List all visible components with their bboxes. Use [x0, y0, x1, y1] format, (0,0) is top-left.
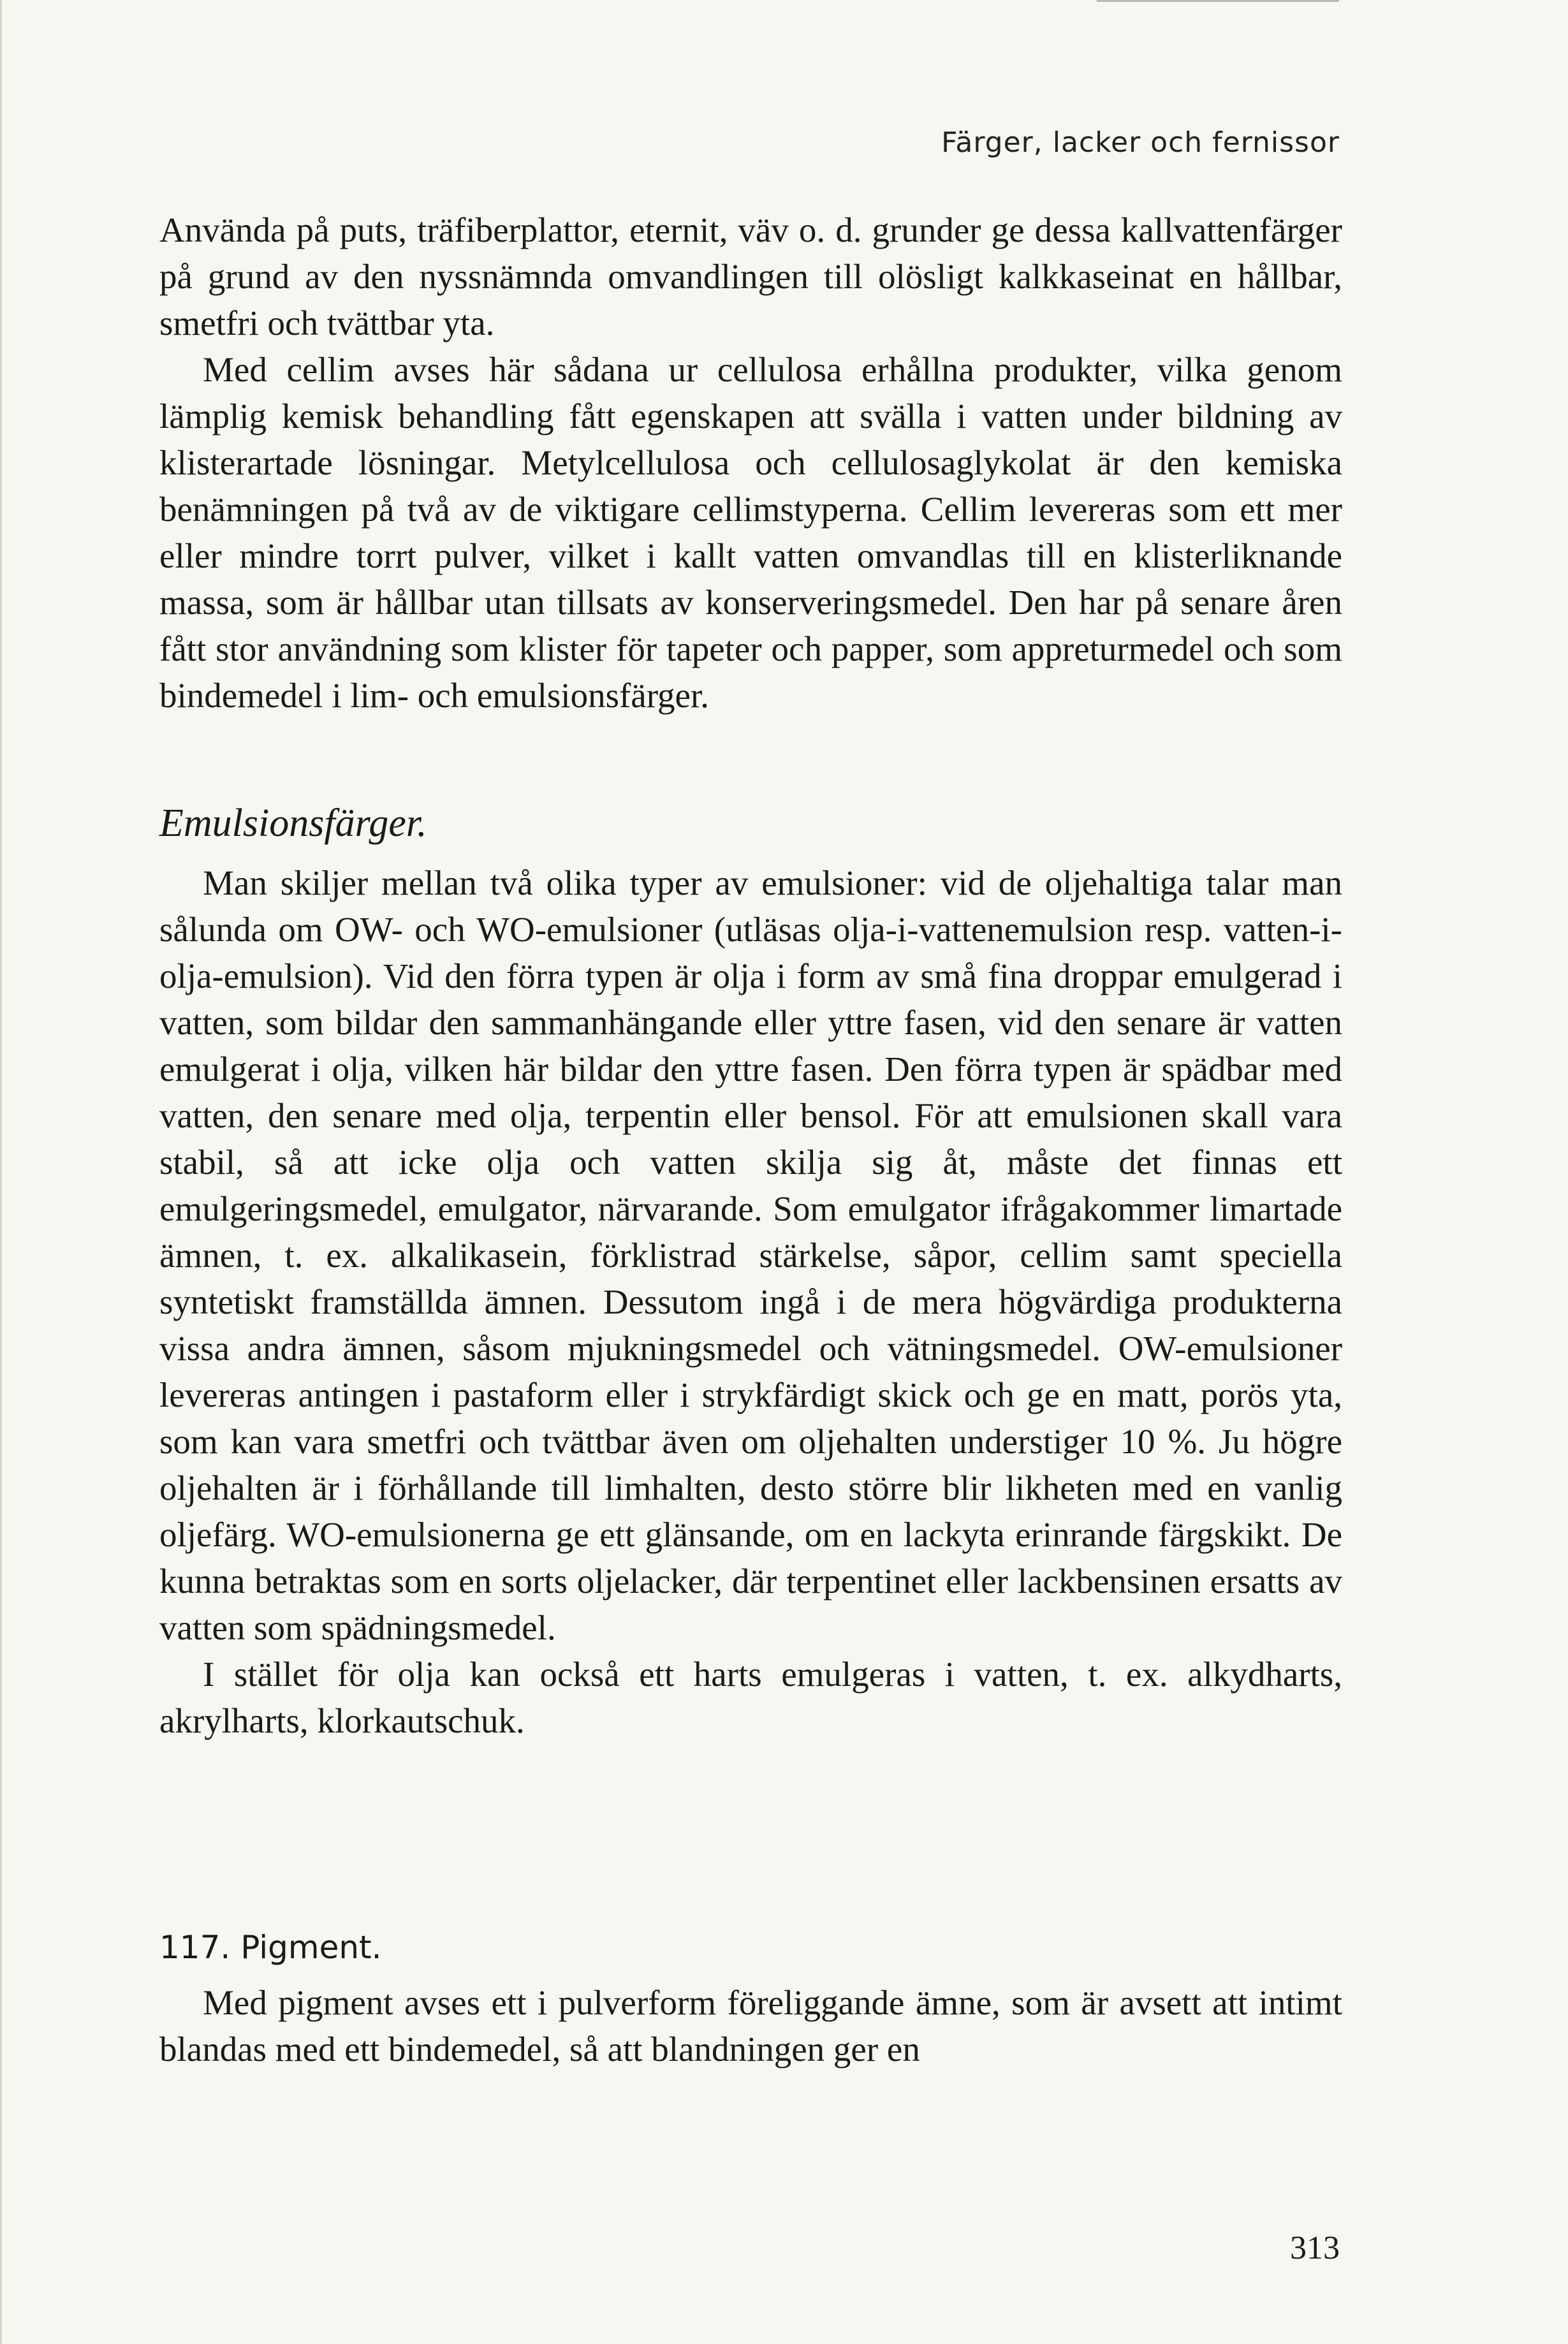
running-head: Färger, lacker och fernissor — [941, 126, 1340, 159]
top-edge-mark — [1097, 0, 1339, 2]
paragraph: Med pigment avses ett i pulverform föreliggande ämne, som är avsett att intimt blandas med ett bindemedel, så att blandningen ger en — [159, 1983, 1342, 2069]
section-heading-pigment: 117. Pigment. — [159, 1929, 382, 1966]
emulsion-text-block — [159, 860, 1342, 1744]
section-heading-emulsions: Emulsionsfärger. — [159, 802, 427, 845]
page-edge — [0, 0, 2, 2344]
paragraph: I stället för olja kan också ett harts emulgeras i vatten, t. ex. alkydharts, akrylharts, klorkautschuk. — [159, 1655, 1342, 1740]
paragraph: Använda på puts, träfiberplattor, eternit, väv o. d. grunder ge dessa kallvattenfärger på grund av den nyssnämnda omvandlingen till olösligt kalkkaseinat en hållbar, smetfri och tvättbar yta. — [159, 210, 1342, 342]
paragraph: Med cellim avses här sådana ur cellulosa erhållna produkter, vilka genom lämplig kemisk behandling fått egenskapen att svälla i vatten under bildning av klisterartade lösningar. Metylcellulosa och cellulosaglykolat är den kemiska benämningen på två av de viktigare cellimstyperna. Cellim levereras som ett mer eller mindre torrt pulver, vilket i kallt vatten omvandlas till en klisterliknande massa, som är hållbar utan tillsats av konserveringsmedel. Den har på senare åren fått stor användning som klister för tapeter och papper, som appreturmedel och som bindemedel i lim- och emulsionsfärger. — [159, 350, 1342, 715]
paragraph: Man skiljer mellan två olika typer av emulsioner: vid de oljehaltiga talar man sålunda om OW- och WO-emulsioner (utläsas olja-i-vattenemulsion resp. vatten-i-olja-emulsion). Vid den förra typen är olja i form av små fina droppar emulgerad i vatten, som bildar den sammanhängande eller yttre fasen, vid den senare är vatten emulgerat i olja, vilken här bildar den yttre fasen. Den förra typen är spädbar med vatten, den senare med olja, terpentin eller bensol. För att emulsionen skall vara stabil, så att icke olja och vatten skilja sig åt, måste det finnas ett emulgeringsmedel, emulgator, närvarande. Som emulgator ifrågakommer limartade ämnen, t. ex. alkalikasein, förklistrad stärkelse, såpor, cellim samt speciella syntetiskt framställda ämnen. Dessutom ingå i de mera högvärdiga produkterna vissa andra ämnen, såsom mjukningsmedel och vätningsmedel. OW-emulsioner levereras antingen i pastaform eller i strykfärdigt skick och ge en matt, porös yta, som kan vara smetfri och tvättbar även om oljehalten understiger 10 %. Ju högre oljehalten är i förhållande till limhalten, desto större blir likheten med en vanlig oljefärg. WO-emulsionerna ge ett glänsande, om en lackyta erinrande färgskikt. De kunna betraktas som en sorts oljelacker, där terpentinet eller lackbensinen ersatts av vatten som spädningsmedel. — [159, 863, 1342, 1647]
page-number: 313 — [1290, 2230, 1340, 2266]
pigment-text-block — [159, 1979, 1342, 2072]
intro-text-block — [159, 207, 1342, 719]
